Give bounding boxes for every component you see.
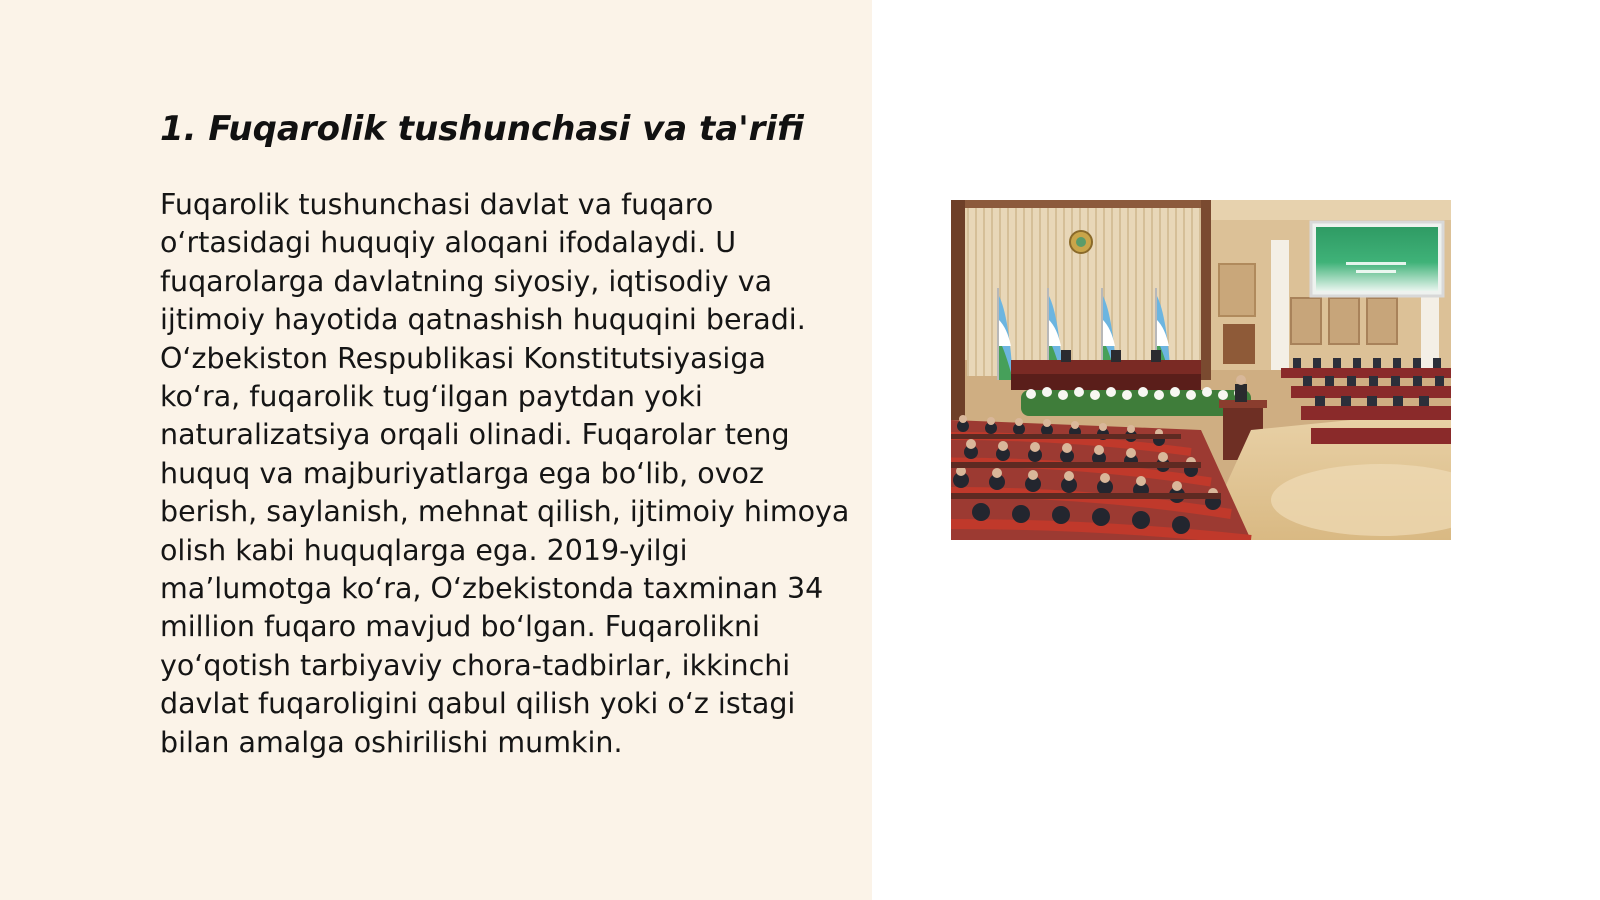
- parliament-session-photo: [951, 200, 1451, 540]
- slide-title: 1. Fuqarolik tushunchasi va ta'rifi: [160, 109, 804, 149]
- slide-body-text: Fuqarolik tushunchasi davlat va fuqaro o‘rtasidagi huquqiy aloqani ifodalaydi. U fuqarolarga davlatning siyosiy, iqtisodiy va ijtimoiy hayotida qatnashish huquqini beradi. O‘zbekiston Respublikasi Konstitutsiyasiga ko‘ra, fuqarolik tug‘ilgan paytdan yoki naturalizatsiya orqali olinadi. Fuqarolar teng huquq va majburiyatlarga ega bo‘lib, ovoz berish, saylanish, mehnat qilish, ijtimoiy himoya olish kabi huquqlarga ega. 2019-yilgi ma’lumotga ko‘ra, O‘zbekistonda taxminan 34 million fuqaro mavjud bo‘lgan. Fuqarolikni yo‘qotish tarbiyaviy chora-tadbirlar, ikkinchi davlat fuqaroligini qabul qilish yoki o‘z istagi bilan amalga oshirilishi mumkin.: [160, 188, 850, 759]
- parliament-hall-illustration: [951, 200, 1451, 540]
